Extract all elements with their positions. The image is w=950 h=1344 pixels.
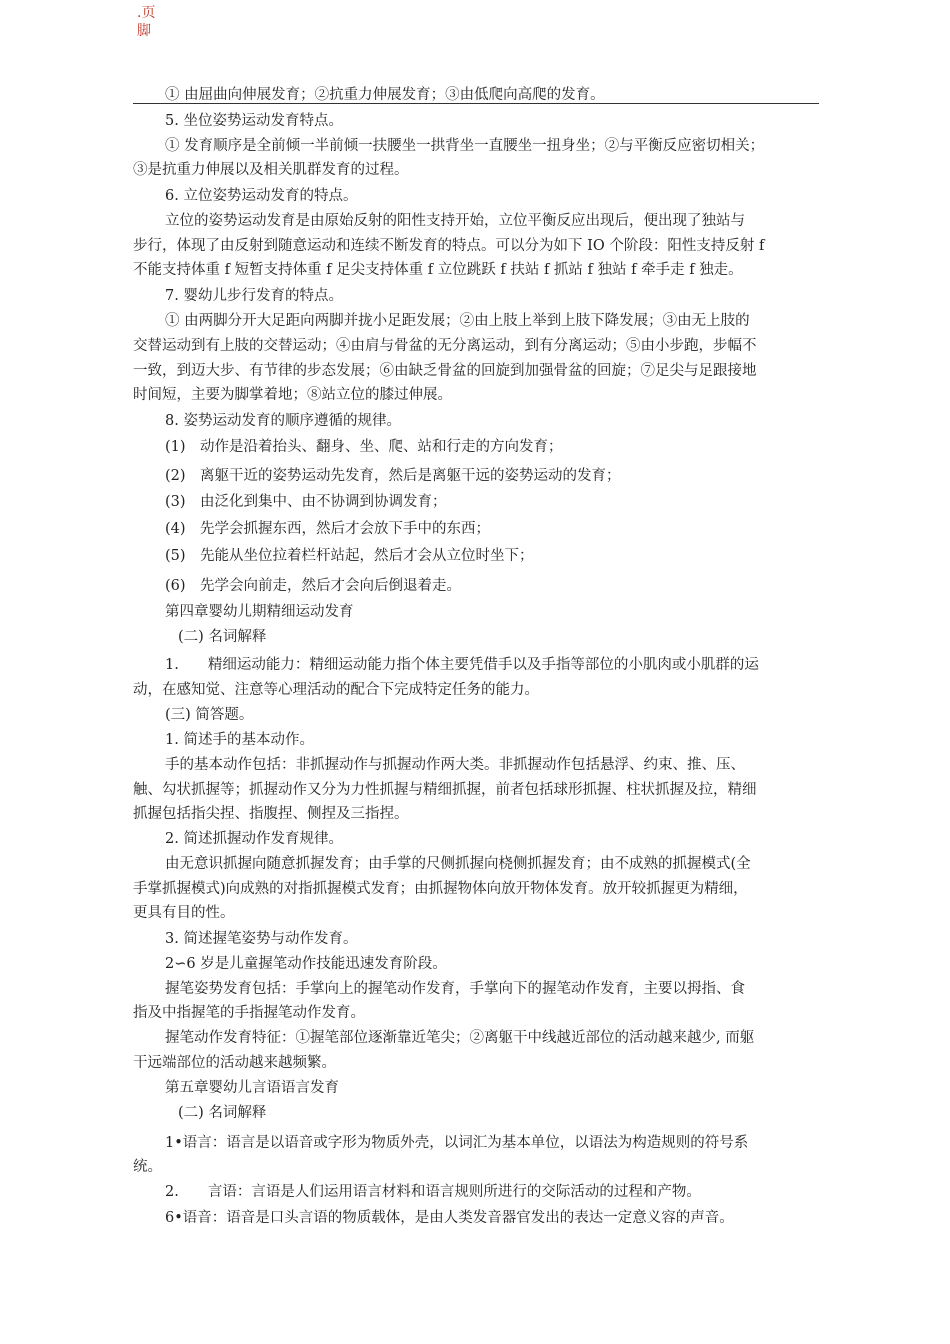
text-line: 一致，到迈大步、有节律的步态发展；⑥由缺乏骨盆的回旋到加强骨盆的回旋；⑦足尖与足跟接地 <box>133 363 757 379</box>
list-item: (2) 离躯干近的姿势运动先发育，然后是离躯干远的姿势运动的发育； <box>165 468 621 484</box>
text-line: 统。 <box>133 1159 162 1175</box>
heading-5: 5. 坐位姿势运动发育特点。 <box>165 113 343 129</box>
text-line: ③是抗重力伸展以及相关肌群发育的过程。 <box>133 162 409 178</box>
header-line-1: .页 <box>137 5 156 21</box>
text-line: 不能支持体重 f 短暂支持体重 f 足尖支持体重 f 立位跳跃 f 扶站 f 抓站 f 独站 f 牵手走 f 独走。 <box>133 262 743 278</box>
question-heading: 1. 简述手的基本动作。 <box>165 732 314 748</box>
text-line: 指及中指握笔的手指握笔动作发育。 <box>133 1005 365 1021</box>
text-line: 2. 言语：言语是人们运用语言材料和语言规则所进行的交际活动的过程和产物。 <box>165 1184 701 1200</box>
text-line: 更具有目的性。 <box>133 905 235 921</box>
chapter-heading: 第四章婴幼儿期精细运动发育 <box>165 604 354 620</box>
text-line: 1. 精细运动能力：精细运动能力指个体主要凭借手以及手指等部位的小肌肉或小肌群的运 <box>165 657 759 673</box>
list-item: (5) 先能从坐位拉着栏杆站起，然后才会从立位时坐下； <box>165 548 534 564</box>
text-line: 2∽6 岁是儿童握笔动作技能迅速发育阶段。 <box>165 956 447 972</box>
text-line: 触、勾状抓握等；抓握动作又分为力性抓握与精细抓握，前者包括球形抓握、柱状抓握及拉，精细 <box>133 782 757 798</box>
list-item: (3) 由泛化到集中、由不协调到协调发育； <box>165 494 447 510</box>
question-heading: 3. 简述握笔姿势与动作发育。 <box>165 931 358 947</box>
text-line: ① 由两脚分开大足距向两脚并拢小足距发展；②由上肢上举到上肢下降发展；③由无上肢的 <box>165 313 750 329</box>
page-header <box>137 4 155 40</box>
chapter-heading: 第五章婴幼儿言语语言发育 <box>165 1080 339 1096</box>
text-line: 手掌抓握模式)向成熟的对指抓握模式发育；由抓握物体向放开物体发育。放开较抓握更为精细， <box>133 881 748 897</box>
text-line: 握笔动作发育特征：①握笔部位逐渐靠近笔尖；②离躯干中线越近部位的活动越来越少, 而躯 <box>165 1030 755 1046</box>
text-line: 动，在感知觉、注意等心理活动的配合下完成特定任务的能力。 <box>133 682 539 698</box>
text-line: 交替运动到有上肢的交替运动；④由肩与骨盆的无分离运动，到有分离运动；⑤由小步跑，步幅不 <box>133 338 757 354</box>
question-heading: 2. 简述抓握动作发育规律。 <box>165 831 343 847</box>
text-line: 干远端部位的活动越来越频繁。 <box>133 1055 336 1071</box>
text-line: 握笔姿势发育包括：手掌向上的握笔动作发育，手掌向下的握笔动作发育，主要以拇指、食 <box>165 981 745 997</box>
list-item: (4) 先学会抓握东西，然后才会放下手中的东西； <box>165 521 491 537</box>
heading-7: 7. 婴幼儿步行发育的特点。 <box>165 288 343 304</box>
text-line: 6•语音：语音是口头言语的物质载体，是由人类发音器官发出的表达一定意义容的声音。 <box>165 1210 734 1226</box>
header-rule <box>133 103 819 104</box>
text-line: 由无意识抓握向随意抓握发育；由手掌的尺侧抓握向桡侧抓握发育；由不成熟的抓握模式(全 <box>165 856 751 872</box>
heading-8: 8. 姿势运动发育的顺序遵循的规律。 <box>165 413 401 429</box>
section-heading: (二) 名词解释 <box>178 1105 267 1121</box>
text-line: 手的基本动作包括：非抓握动作与抓握动作两大类。非抓握动作包括悬浮、约束、推、压、 <box>165 757 745 773</box>
list-item: (1) 动作是沿着抬头、翻身、坐、爬、站和行走的方向发育； <box>165 439 563 455</box>
text-line: ① 由屈曲向伸展发育；②抗重力伸展发育；③由低爬向高爬的发育。 <box>165 87 605 103</box>
section-heading: (三) 简答题。 <box>165 707 254 723</box>
list-item: (6) 先学会向前走，然后才会向后倒退着走。 <box>165 578 462 594</box>
text-line: 抓握包括指尖捏、指腹捏、侧捏及三指捏。 <box>133 806 409 822</box>
text-line: 1•语言：语言是以语音或字形为物质外壳，以词汇为基本单位，以语法为构造规则的符号系 <box>165 1135 749 1151</box>
header-line-2: 脚 <box>137 23 151 39</box>
heading-6: 6. 立位姿势运动发育的特点。 <box>165 188 358 204</box>
text-line: ① 发育顺序是全前倾一半前倾一扶腰坐一拱背坐一直腰坐一扭身坐；②与平衡反应密切相关； <box>165 138 765 154</box>
text-line: 步行，体现了由反射到随意运动和连续不断发育的特点。可以分为如下 IO 个阶段：阳性支持反射 f <box>133 238 765 254</box>
section-heading: (二) 名词解释 <box>178 629 267 645</box>
text-line: 立位的姿势运动发育是由原始反射的阳性支持开始，立位平衡反应出现后，便出现了独站与 <box>165 213 745 229</box>
text-line: 时间短，主要为脚掌着地；⑧站立位的膝过伸展。 <box>133 387 452 403</box>
